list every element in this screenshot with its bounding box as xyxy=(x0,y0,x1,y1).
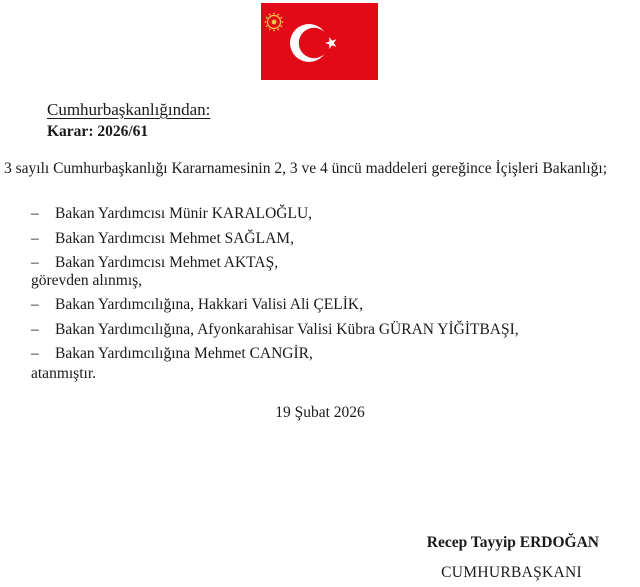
list-bullet: – xyxy=(31,254,39,271)
crescent-star-icon xyxy=(261,3,378,80)
decision-number: Karar: 2026/61 xyxy=(47,123,149,140)
list-bullet: – xyxy=(31,321,39,338)
dismissal-item: Bakan Yardımcısı Mehmet AKTAŞ, xyxy=(55,254,279,271)
signatory-name: Recep Tayyip ERDOĞAN xyxy=(426,534,599,551)
dismissal-item: Bakan Yardımcısı Mehmet SAĞLAM, xyxy=(55,230,294,247)
dismissal-result: görevden alınmış, xyxy=(31,272,143,289)
dismissal-item: Bakan Yardımcısı Münir KARALOĞLU, xyxy=(55,205,313,222)
list-bullet: – xyxy=(31,345,39,362)
appointment-item: Bakan Yardımcılığına, Afyonkarahisar Valisi Kübra GÜRAN YİĞİTBAŞI, xyxy=(55,321,519,338)
list-bullet: – xyxy=(31,296,39,313)
appointment-result: atanmıştır. xyxy=(31,365,97,382)
document-date: 19 Şubat 2026 xyxy=(275,404,365,421)
turkish-flag xyxy=(261,3,378,80)
appointment-item: Bakan Yardımcılığına, Hakkari Valisi Ali ÇELİK, xyxy=(55,296,363,313)
appointment-item: Bakan Yardımcılığına Mehmet CANGİR, xyxy=(55,345,313,362)
list-bullet: – xyxy=(31,230,39,247)
intro-paragraph: 3 sayılı Cumhurbaşkanlığı Kararnamesinin 2, 3 ve 4 üncü maddeleri gereğince İçişleri Bakanlığı; xyxy=(4,160,608,177)
page-title: Cumhurbaşkanlığından: xyxy=(47,100,211,119)
signatory-title: CUMHURBAŞKANI xyxy=(441,564,582,581)
list-bullet: – xyxy=(31,205,39,222)
